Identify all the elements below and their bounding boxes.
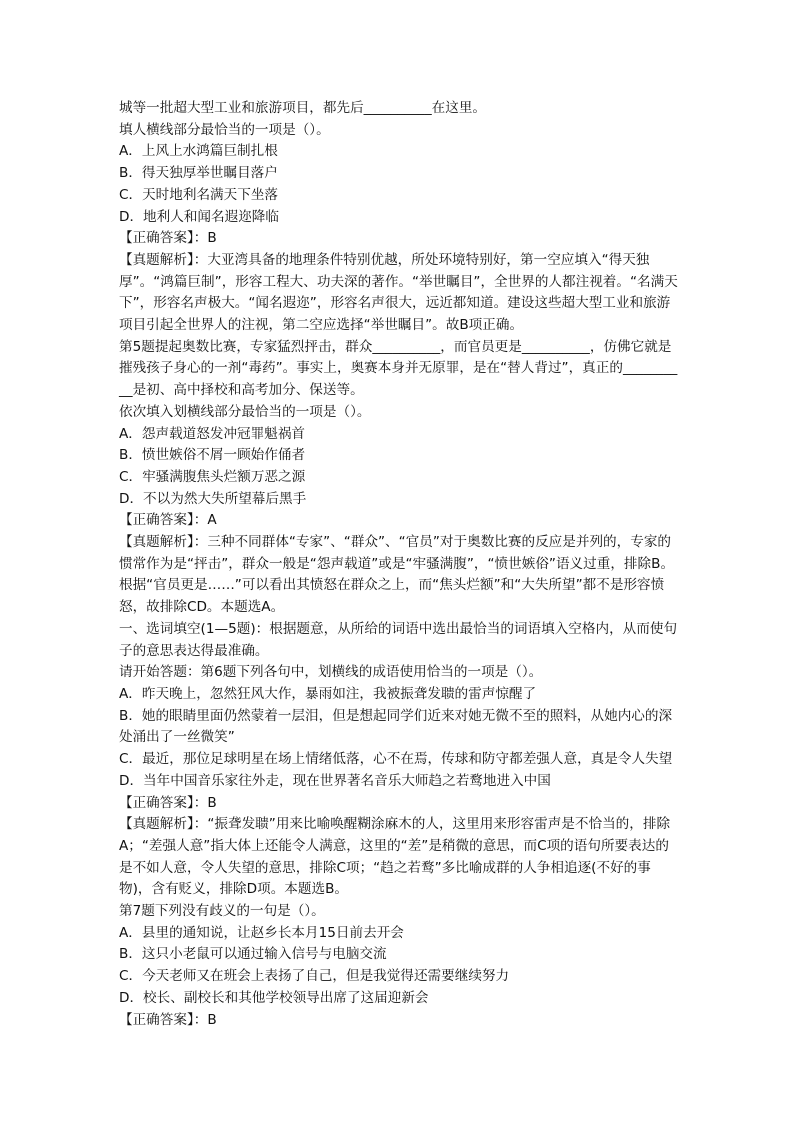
question-7: 第7题下列没有歧义的一句是（）。 [119, 903, 325, 920]
option-d: D．不以为然大失所望幕后黑手 [119, 490, 307, 507]
document-page [119, 98, 679, 1031]
correct-answer: 【正确答案】：B [119, 1011, 217, 1028]
option-a: A．县里的通知说，让赵乡长本月15日前去开会 [119, 924, 404, 941]
option-c: C．今天老师又在班会上表扬了自己，但是我觉得还需要继续努力 [119, 968, 510, 985]
option-c: C．天时地利名满天下坐落 [119, 186, 279, 203]
question-5: 第5题提起奥数比赛，专家猛烈抨击，群众__________，而官员更是__________，仿佛它就是摧残孩子身心的一剂“毒药”。事实上，奥赛本身并无原罪，是在“替人背过”，真正的__________是初、高中择校和高考加分、保送等。 [119, 338, 678, 399]
option-c: C．牢骚满腹焦头烂额万恶之源 [119, 468, 306, 485]
option-a: A．上风上水鸿篇巨制扎根 [119, 143, 278, 160]
option-a: A．怨声载道怒发冲冠罪魁祸首 [119, 425, 306, 442]
correct-answer: 【正确答案】：A [119, 512, 217, 529]
option-d: D．当年中国音乐家往外走，现在世界著名音乐大师趋之若鹜地进入中国 [119, 772, 551, 789]
option-d: D．地利人和闻名遐迩降临 [119, 208, 279, 225]
option-d: D．校长、副校长和其他学校领导出席了这届迎新会 [119, 989, 429, 1006]
option-b: B．这只小老鼠可以通过输入信号与电脑交流 [119, 946, 387, 963]
text-line: 城等一批超大型工业和旅游项目，都先后__________在这里。 [119, 100, 487, 116]
option-b: B．她的眼睛里面仍然蒙着一层泪，但是想起同学们近来对她无微不至的照料，从她内心的深处涌出了一丝微笑” [119, 707, 673, 746]
correct-answer: 【正确答案】：B [119, 230, 217, 247]
option-c: C．最近，那位足球明星在场上情绪低落，心不在焉，传球和防守都差强人意，真是令人失望 [119, 751, 673, 768]
correct-answer: 【正确答案】：B [119, 794, 217, 811]
question-prompt: 填人横线部分最恰当的一项是（）。 [119, 121, 330, 138]
section-heading: 一、选词填空(1—5题)：根据题意，从所给的词语中选出最恰当的词语填入空格内，从而使句子的意思表达得最准确。 [119, 620, 678, 659]
explanation: 【真题解析】：三种不同群体“专家”、“群众”、“官员”对于奥数比赛的反应是并列的，专家的惯常作为是“抨击”，群众一般是“怨声载道”或是“牢骚满腹”，“愤世嫉俗”语义过重，排除B。根据“官员更是……”可以看出其愤怒在群众之上，而“焦头烂额”和“大失所望”都不是形容愤怒，故排除CD。本题选A。 [119, 534, 675, 616]
option-a: A．昨天晚上，忽然狂风大作，暴雨如注，我被振聋发聩的雷声惊醒了 [119, 685, 537, 702]
option-b: B．得天独厚举世瞩目落户 [119, 165, 278, 182]
explanation: 【真题解析】：大亚湾具备的地理条件特别优越，所处环境特别好，第一空应填入“得天独厚”。“鸿篇巨制”，形容工程大、功夫深的著作。“举世瞩目”，全世界的人都注视着。“名满天下”，形容名声极大。“闻名遐迩”，形容名声很大，远近都知道。建设这些超大型工业和旅游项目引起全世界人的注视，第二空应选择“举世瞩目”。故B项正确。 [119, 251, 678, 334]
option-b: B．愤世嫉俗不屑一顾始作俑者 [119, 447, 306, 464]
question-prompt: 依次填入划横线部分最恰当的一项是（）。 [119, 403, 371, 420]
question-6: 请开始答题：第6题下列各句中，划横线的成语使用恰当的一项是（）。 [119, 664, 543, 681]
explanation: 【真题解析】：“振聋发聩”用来比喻唤醒糊涂麻木的人，这里用来形容雷声是不恰当的，排除A；“差强人意”指大体上还能令人满意，这里的“差”是稍微的意思，而C项的语句所要表达的是不如人意，令人失望的意思，排除C项；“趋之若鹜”多比喻成群的人争相追逐(不好的事物)，含有贬义，排除D项。本题选B。 [119, 816, 671, 898]
